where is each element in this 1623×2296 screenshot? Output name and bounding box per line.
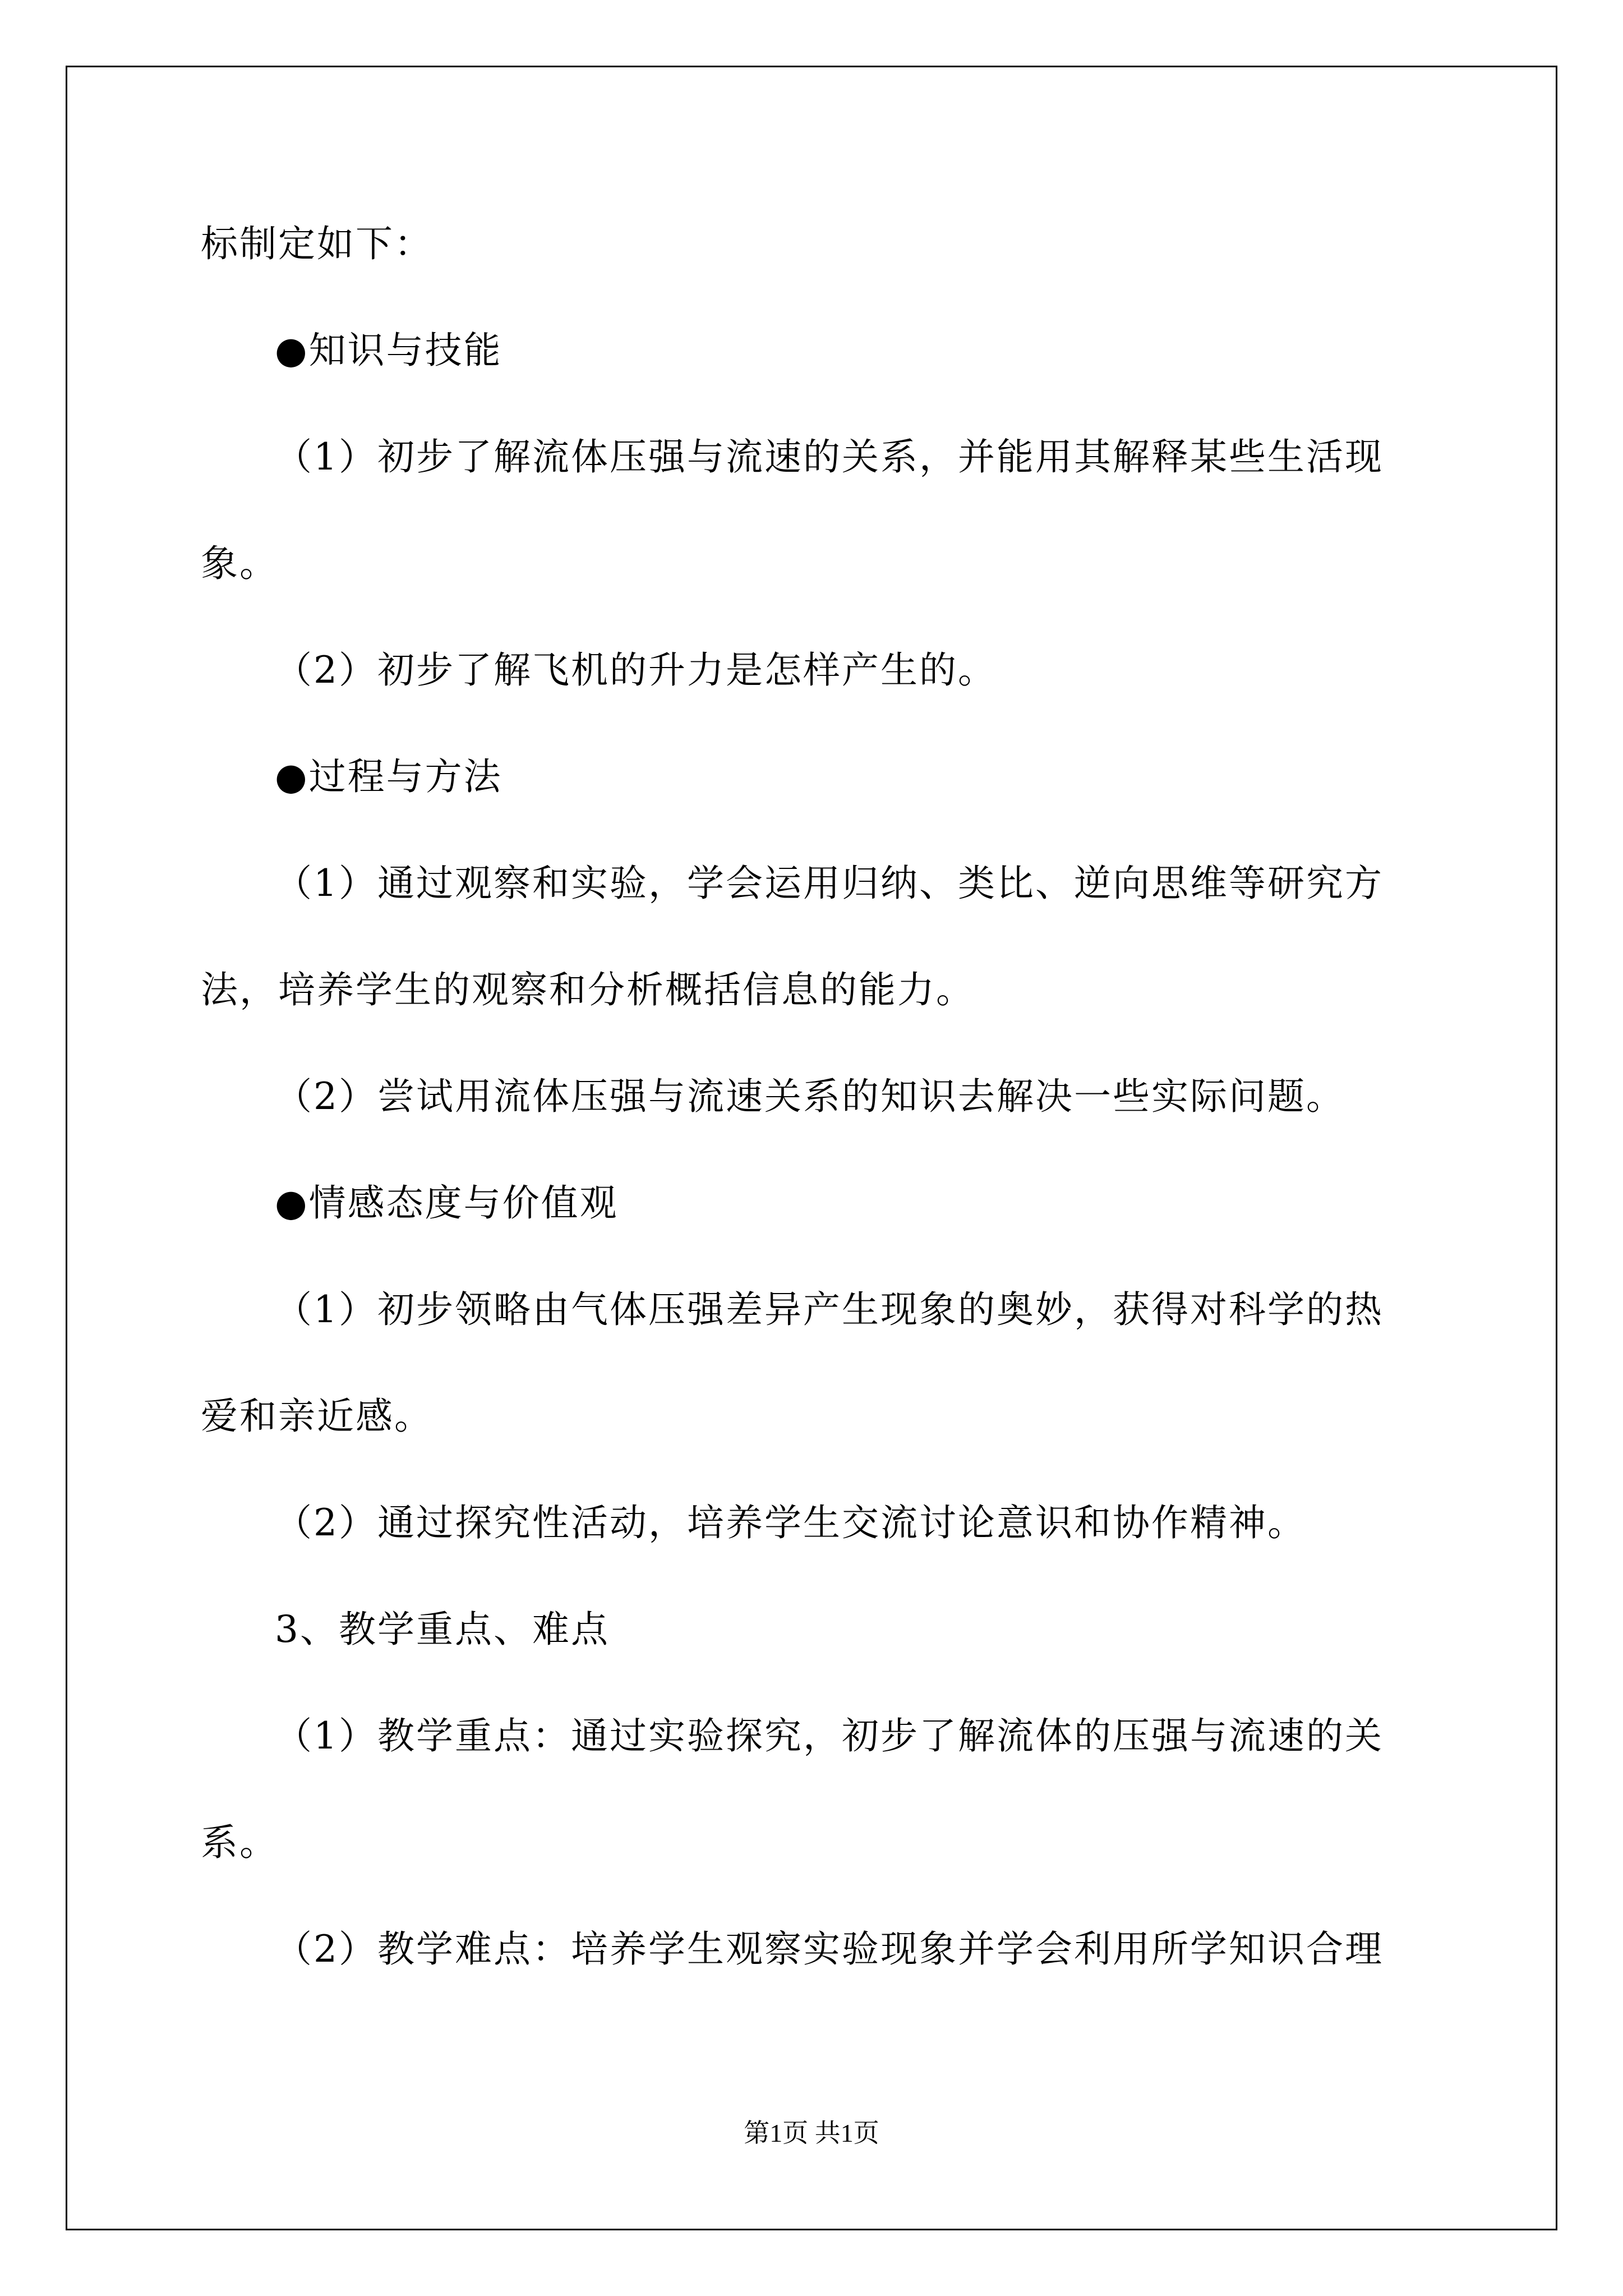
text-line: 系。 <box>201 1821 278 1864</box>
text-line: （2）初步了解飞机的升力是怎样产生的。 <box>275 648 997 692</box>
text-line: （2）尝试用流体压强与流速关系的知识去解决一些实际问题。 <box>275 1075 1345 1118</box>
text-line: （1）初步领略由气体压强差异产生现象的奥妙，获得对科学的热 <box>275 1288 1384 1331</box>
section-heading-key-points: 3、教学重点、难点 <box>275 1608 610 1651</box>
section-heading-attitude: ●情感态度与价值观 <box>275 1181 619 1225</box>
page-number-footer: 第1页 共1页 <box>744 2119 879 2147</box>
page-border <box>66 66 1557 2230</box>
text-line: 象。 <box>201 542 278 585</box>
text-line: 标制定如下： <box>201 222 433 265</box>
text-line: （1）通过观察和实验，学会运用归纳、类比、逆向思维等研究方 <box>275 862 1384 905</box>
text-line: （2）通过探究性活动，培养学生交流讨论意识和协作精神。 <box>275 1501 1306 1544</box>
text-line: （1）初步了解流体压强与流速的关系，并能用其解释某些生活现 <box>275 435 1384 478</box>
text-line: （2）教学难点：培养学生观察实验现象并学会利用所学知识合理 <box>275 1927 1384 1971</box>
text-line: 法，培养学生的观察和分析概括信息的能力。 <box>201 968 975 1011</box>
section-heading-knowledge: ●知识与技能 <box>275 329 502 372</box>
section-heading-process: ●过程与方法 <box>275 755 502 798</box>
text-line: （1）教学重点：通过实验探究，初步了解流体的压强与流速的关 <box>275 1714 1384 1757</box>
text-line: 爱和亲近感。 <box>201 1395 433 1438</box>
